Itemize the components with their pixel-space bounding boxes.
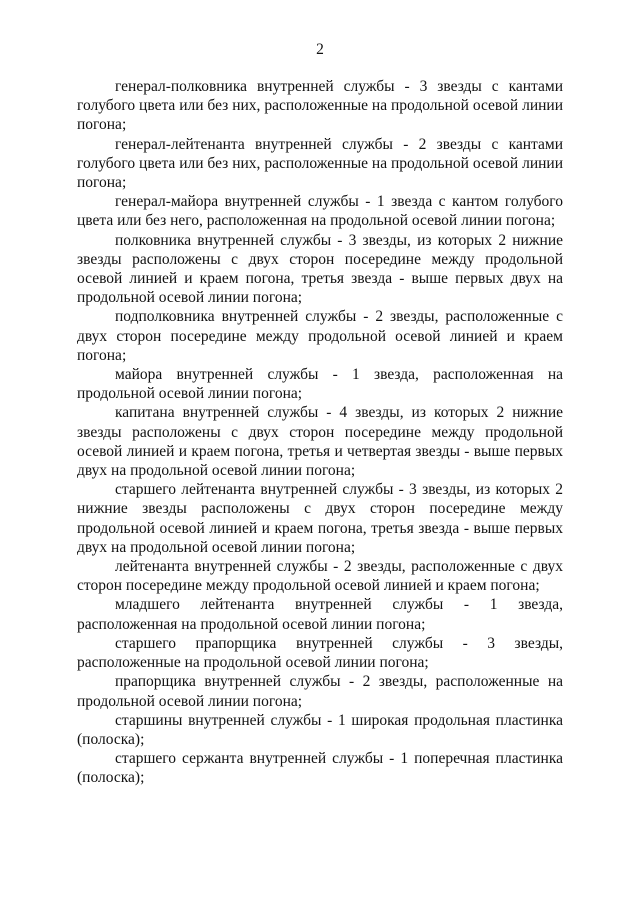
paragraph-major-general: генерал-майора внутренней службы - 1 звезда с кантом голубого цвета или без него, расположенная на продольной осевой линии погона;	[77, 193, 563, 230]
page-number: 2	[316, 41, 324, 58]
paragraph-junior-lieutenant: младшего лейтенанта внутренней службы - 1 звезда, расположенная на продольной осевой линии погона;	[77, 596, 563, 633]
paragraph-lieutenant: лейтенанта внутренней службы - 2 звезды, расположенные с двух сторон посередине между продольной осевой линией и краем погона;	[77, 558, 563, 595]
paragraph-colonel-general: генерал-полковника внутренней службы - 3 звезды с кантами голубого цвета или без них, расположенные на продольной осевой линии погона;	[77, 78, 563, 134]
paragraph-senior-lieutenant: старшего лейтенанта внутренней службы - 3 звезды, из которых 2 нижние звезды расположены с двух сторон посередине между продольной осевой линией и краем погона, третья звезда - выше первых двух на продольной осевой линии погона;	[77, 481, 563, 556]
paragraph-major: майора внутренней службы - 1 звезда, расположенная на продольной осевой линии погона;	[77, 366, 563, 403]
paragraph-lieutenant-colonel: подполковника внутренней службы - 2 звезды, расположенные с двух сторон посередине между продольной осевой линией и краем погона;	[77, 308, 563, 364]
paragraph-warrant-officer: прапорщика внутренней службы - 2 звезды, расположенные на продольной осевой линии погона;	[77, 673, 563, 710]
paragraph-senior-sergeant: старшего сержанта внутренней службы - 1 поперечная пластинка (полоска);	[77, 750, 563, 787]
paragraph-senior-warrant-officer: старшего прапорщика внутренней службы - 3 звезды, расположенные на продольной осевой линии погона;	[77, 634, 563, 672]
document-body	[77, 77, 563, 788]
paragraph-lieutenant-general: генерал-лейтенанта внутренней службы - 2 звезды с кантами голубого цвета или без них, расположенные на продольной осевой линии погона;	[77, 135, 563, 192]
paragraph-sergeant-major: старшины внутренней службы - 1 широкая продольная пластинка (полоска);	[77, 711, 563, 748]
paragraph-captain: капитана внутренней службы - 4 звезды, из которых 2 нижние звезды расположены с двух сторон посередине между продольной осевой линией и краем погона, третья и четвертая звезды - выше первых двух на продольной осевой линии погона;	[77, 404, 563, 480]
paragraph-colonel: полковника внутренней службы - 3 звезды, из которых 2 нижние звезды расположены с двух сторон посередине между продольной осевой линией и краем погона, третья звезда - выше первых двух на продольной осевой линии погона;	[77, 231, 563, 307]
